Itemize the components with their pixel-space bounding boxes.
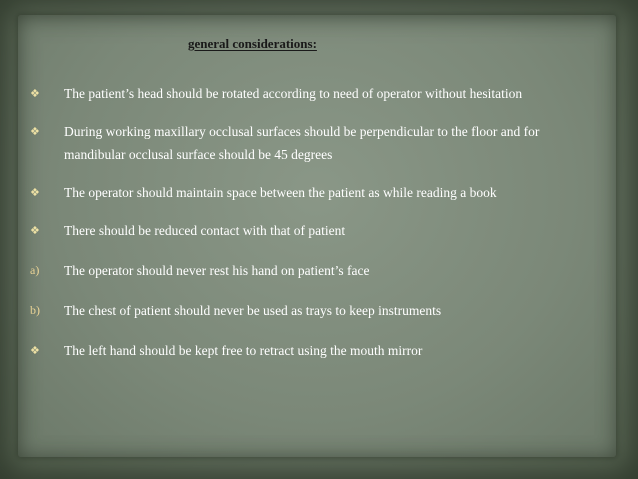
list-item-text: There should be reduced contact with that of patient xyxy=(64,223,346,238)
list-item-text: The left hand should be kept free to retract using the mouth mirror xyxy=(64,343,423,358)
letter-marker: b) xyxy=(30,303,40,317)
list-item-text: The operator should maintain space between the patient as while reading a book xyxy=(64,185,497,200)
list-item-text: The chest of patient should never be used as trays to keep instruments xyxy=(64,303,442,318)
diamond-bullet-icon: ❖ xyxy=(30,224,40,237)
list-item xyxy=(30,339,590,362)
list-item xyxy=(30,82,590,105)
list-item xyxy=(30,299,590,322)
list-item xyxy=(30,219,590,242)
list-item xyxy=(30,120,590,166)
diamond-bullet-icon: ❖ xyxy=(30,125,40,138)
letter-marker: a) xyxy=(30,263,40,277)
list-item-text: The patient’s head should be rotated according to need of operator without hesitation xyxy=(64,86,523,101)
list-item-text: During working maxillary occlusal surfaces should be perpendicular to the floor and for mandibular occlusal surface should be 45 degrees xyxy=(64,124,540,162)
list-item-text: The operator should never rest his hand on patient’s face xyxy=(64,263,370,278)
list-item xyxy=(30,259,590,282)
diamond-bullet-icon: ❖ xyxy=(30,186,40,199)
list-item xyxy=(30,181,590,204)
diamond-bullet-icon: ❖ xyxy=(30,344,40,357)
bullet-list xyxy=(30,82,590,379)
diamond-bullet-icon: ❖ xyxy=(30,87,40,100)
slide-title: general considerations: xyxy=(188,36,317,51)
